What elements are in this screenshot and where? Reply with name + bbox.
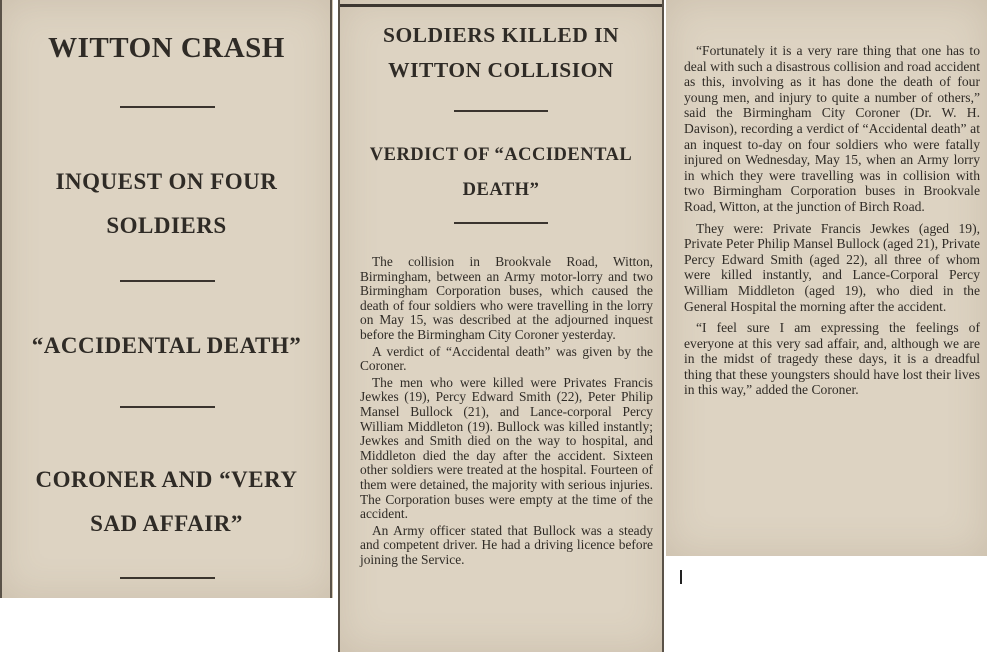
- paragraph: The men who were killed were Privates Francis Jewkes (19), Percy Edward Smith (22), Peter Philip Mansel Bullock (21), and Lance-corporal Percy William Middleton (19). Bullock was killed instantly; Jewkes and Smith died on the way to hospital, and Middleton died the day after the accident. Sixteen other soldiers were treated at the hospital. Fourteen of them were detained, the majority with serious injuries. The Corporation buses were empty at the time of the accident.: [360, 374, 653, 522]
- divider: [120, 406, 215, 408]
- paragraph: “I feel sure I am expressing the feelings of everyone at this very sad affair, and, although we are in the midst of tragedy these days, it is a dreadful thing that these youngsters should have lost their lives in this way,” added the Coroner.: [684, 320, 980, 398]
- article-body: [360, 255, 653, 569]
- divider: [120, 280, 215, 282]
- column-border: [0, 0, 2, 598]
- paragraph: They were: Private Francis Jewkes (aged 19), Private Peter Philip Mansel Bullock (aged 21), Private Percy Edward Smith (aged 22), all three of whom were killed instantly, and Lance-Corporal Percy William Middleton (aged 19), who died in the General Hospital the morning after the accident.: [684, 220, 980, 314]
- subheadline: VERDICT OF “ACCIDENTAL DEATH”: [369, 145, 633, 200]
- subheadline: CORONER AND “VERY SAD AFFAIR”: [35, 467, 298, 536]
- paragraph: “Fortunately it is a very rare thing that one has to deal with such a disastrous collision and road accident as this, involving as it has done the death of four young men, and injury to quite a number of others,” said the Birmingham City Coroner (Dr. W. H. Davison), recording a verdict of “Accidental death” at an inquest to-day on four soldiers who were fatally injured on Wednesday, May 15, when an Army lorry in which they were travelling was in collision with two Birmingham Corporation buses in Brookvale Road, Witton, at the junction of Birch Road.: [684, 43, 980, 214]
- top-rule: [338, 4, 664, 7]
- column-border: [662, 0, 664, 652]
- subheadline: INQUEST ON FOUR SOLDIERS: [55, 169, 278, 238]
- subheadline: “ACCIDENTAL DEATH”: [31, 333, 302, 358]
- headline: SOLDIERS KILLED IN WITTON COLLISION: [382, 23, 620, 82]
- divider: [120, 577, 215, 579]
- column-border: [330, 0, 332, 598]
- headline: WITTON CRASH: [48, 32, 285, 64]
- paragraph: The collision in Brookvale Road, Witton, Birmingham, between an Army motor-lorry and two Birmingham Corporation buses, which caused the death of four soldiers who were travelling in the lorry on May 15, was described at the adjourned inquest before the Birmingham City Coroner yesterday.: [360, 254, 653, 342]
- column-border: [338, 0, 340, 652]
- paragraph: An Army officer stated that Bullock was a steady and competent driver. He had a driving licence before joining the Service.: [360, 522, 653, 567]
- middle-clipping: [338, 0, 664, 652]
- divider: [454, 110, 548, 112]
- paragraph: A verdict of “Accidental death” was given by the Coroner.: [360, 343, 653, 374]
- divider: [454, 222, 548, 224]
- left-clipping: [0, 0, 333, 598]
- text-cursor: [680, 570, 682, 584]
- divider: [120, 106, 215, 108]
- right-clipping: [666, 0, 987, 556]
- article-body: [684, 43, 980, 404]
